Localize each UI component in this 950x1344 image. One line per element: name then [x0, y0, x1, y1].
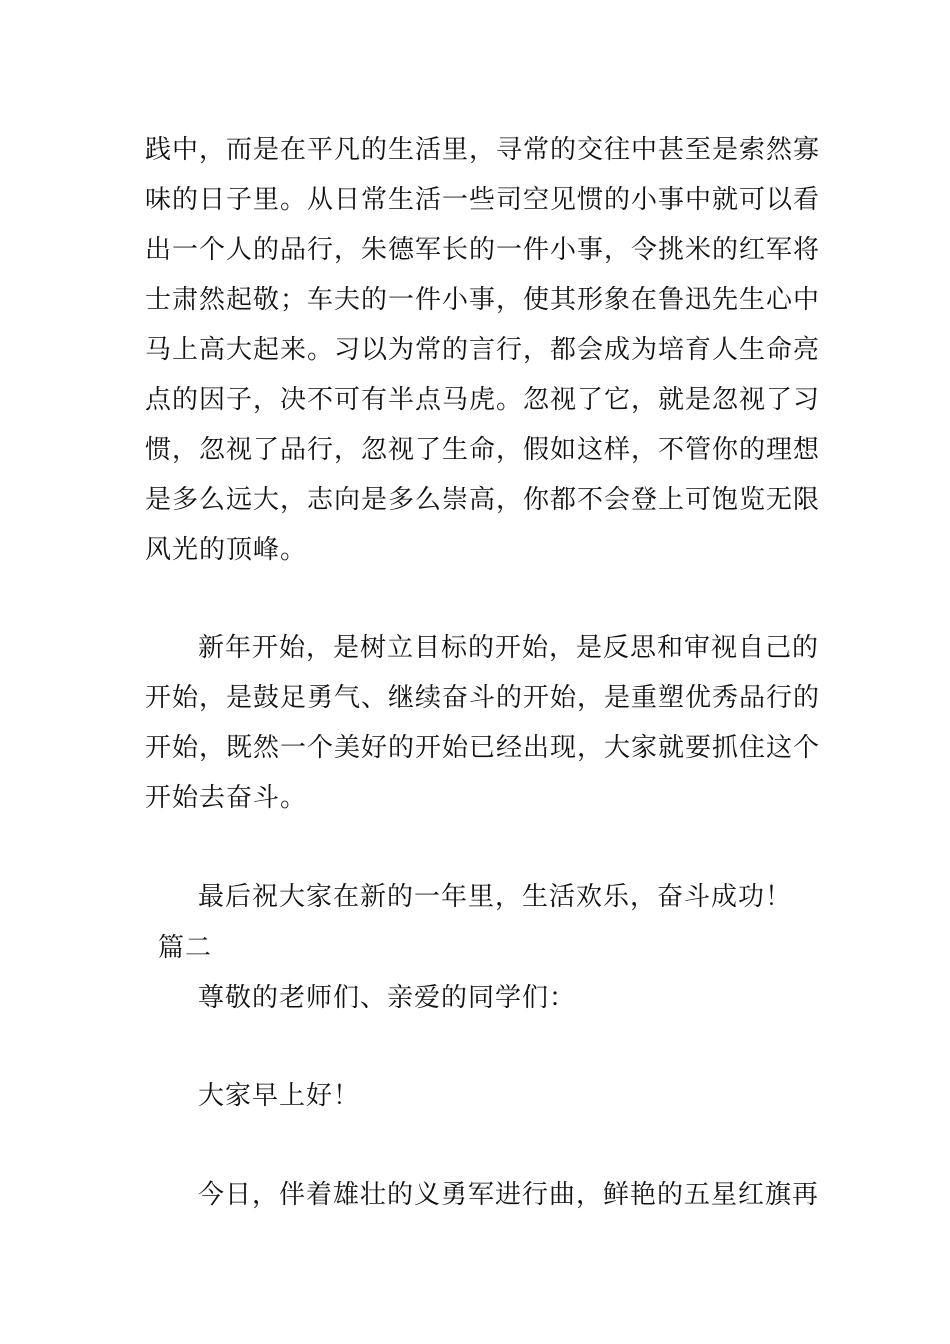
- text-line: 风光的顶峰。: [145, 535, 308, 565]
- text-line: 开始去奋斗。: [145, 783, 308, 813]
- text-line: 点的因子，决不可有半点马虎。忽视了它，就是忽视了习: [145, 385, 821, 415]
- text-line: 惯，忽视了品行，忽视了生命，假如这样，不管你的理想: [145, 435, 821, 465]
- text-line: 味的日子里。从日常生活一些司空见惯的小事中就可以看: [145, 185, 821, 215]
- closing-line: 最后祝大家在新的一年里，生活欢乐，奋斗成功！: [198, 882, 793, 912]
- text-line: 出一个人的品行，朱德军长的一件小事，令挑米的红军将: [145, 235, 821, 265]
- text-line: 新年开始，是树立目标的开始，是反思和审视自己的: [198, 633, 820, 663]
- text-line: 践中，而是在平凡的生活里，寻常的交往中甚至是索然寡: [145, 135, 821, 165]
- text-line: 士肃然起敬；车夫的一件小事，使其形象在鲁迅先生心中: [145, 285, 821, 315]
- morning-greeting: 大家早上好！: [198, 1081, 361, 1111]
- section-heading: 篇二: [158, 933, 213, 963]
- text-line: 马上高大起来。习以为常的言行，都会成为培育人生命亮: [145, 335, 821, 365]
- opening-line: 今日，伴着雄壮的义勇军进行曲，鲜艳的五星红旗再: [198, 1180, 820, 1210]
- greeting-line: 尊敬的老师们、亲爱的同学们：: [198, 983, 577, 1013]
- text-line: 开始，是鼓足勇气、继续奋斗的开始，是重塑优秀品行的: [145, 683, 821, 713]
- text-line: 是多么远大，志向是多么崇高，你都不会登上可饱览无限: [145, 485, 821, 515]
- text-line: 开始，既然一个美好的开始已经出现，大家就要抓住这个: [145, 733, 821, 763]
